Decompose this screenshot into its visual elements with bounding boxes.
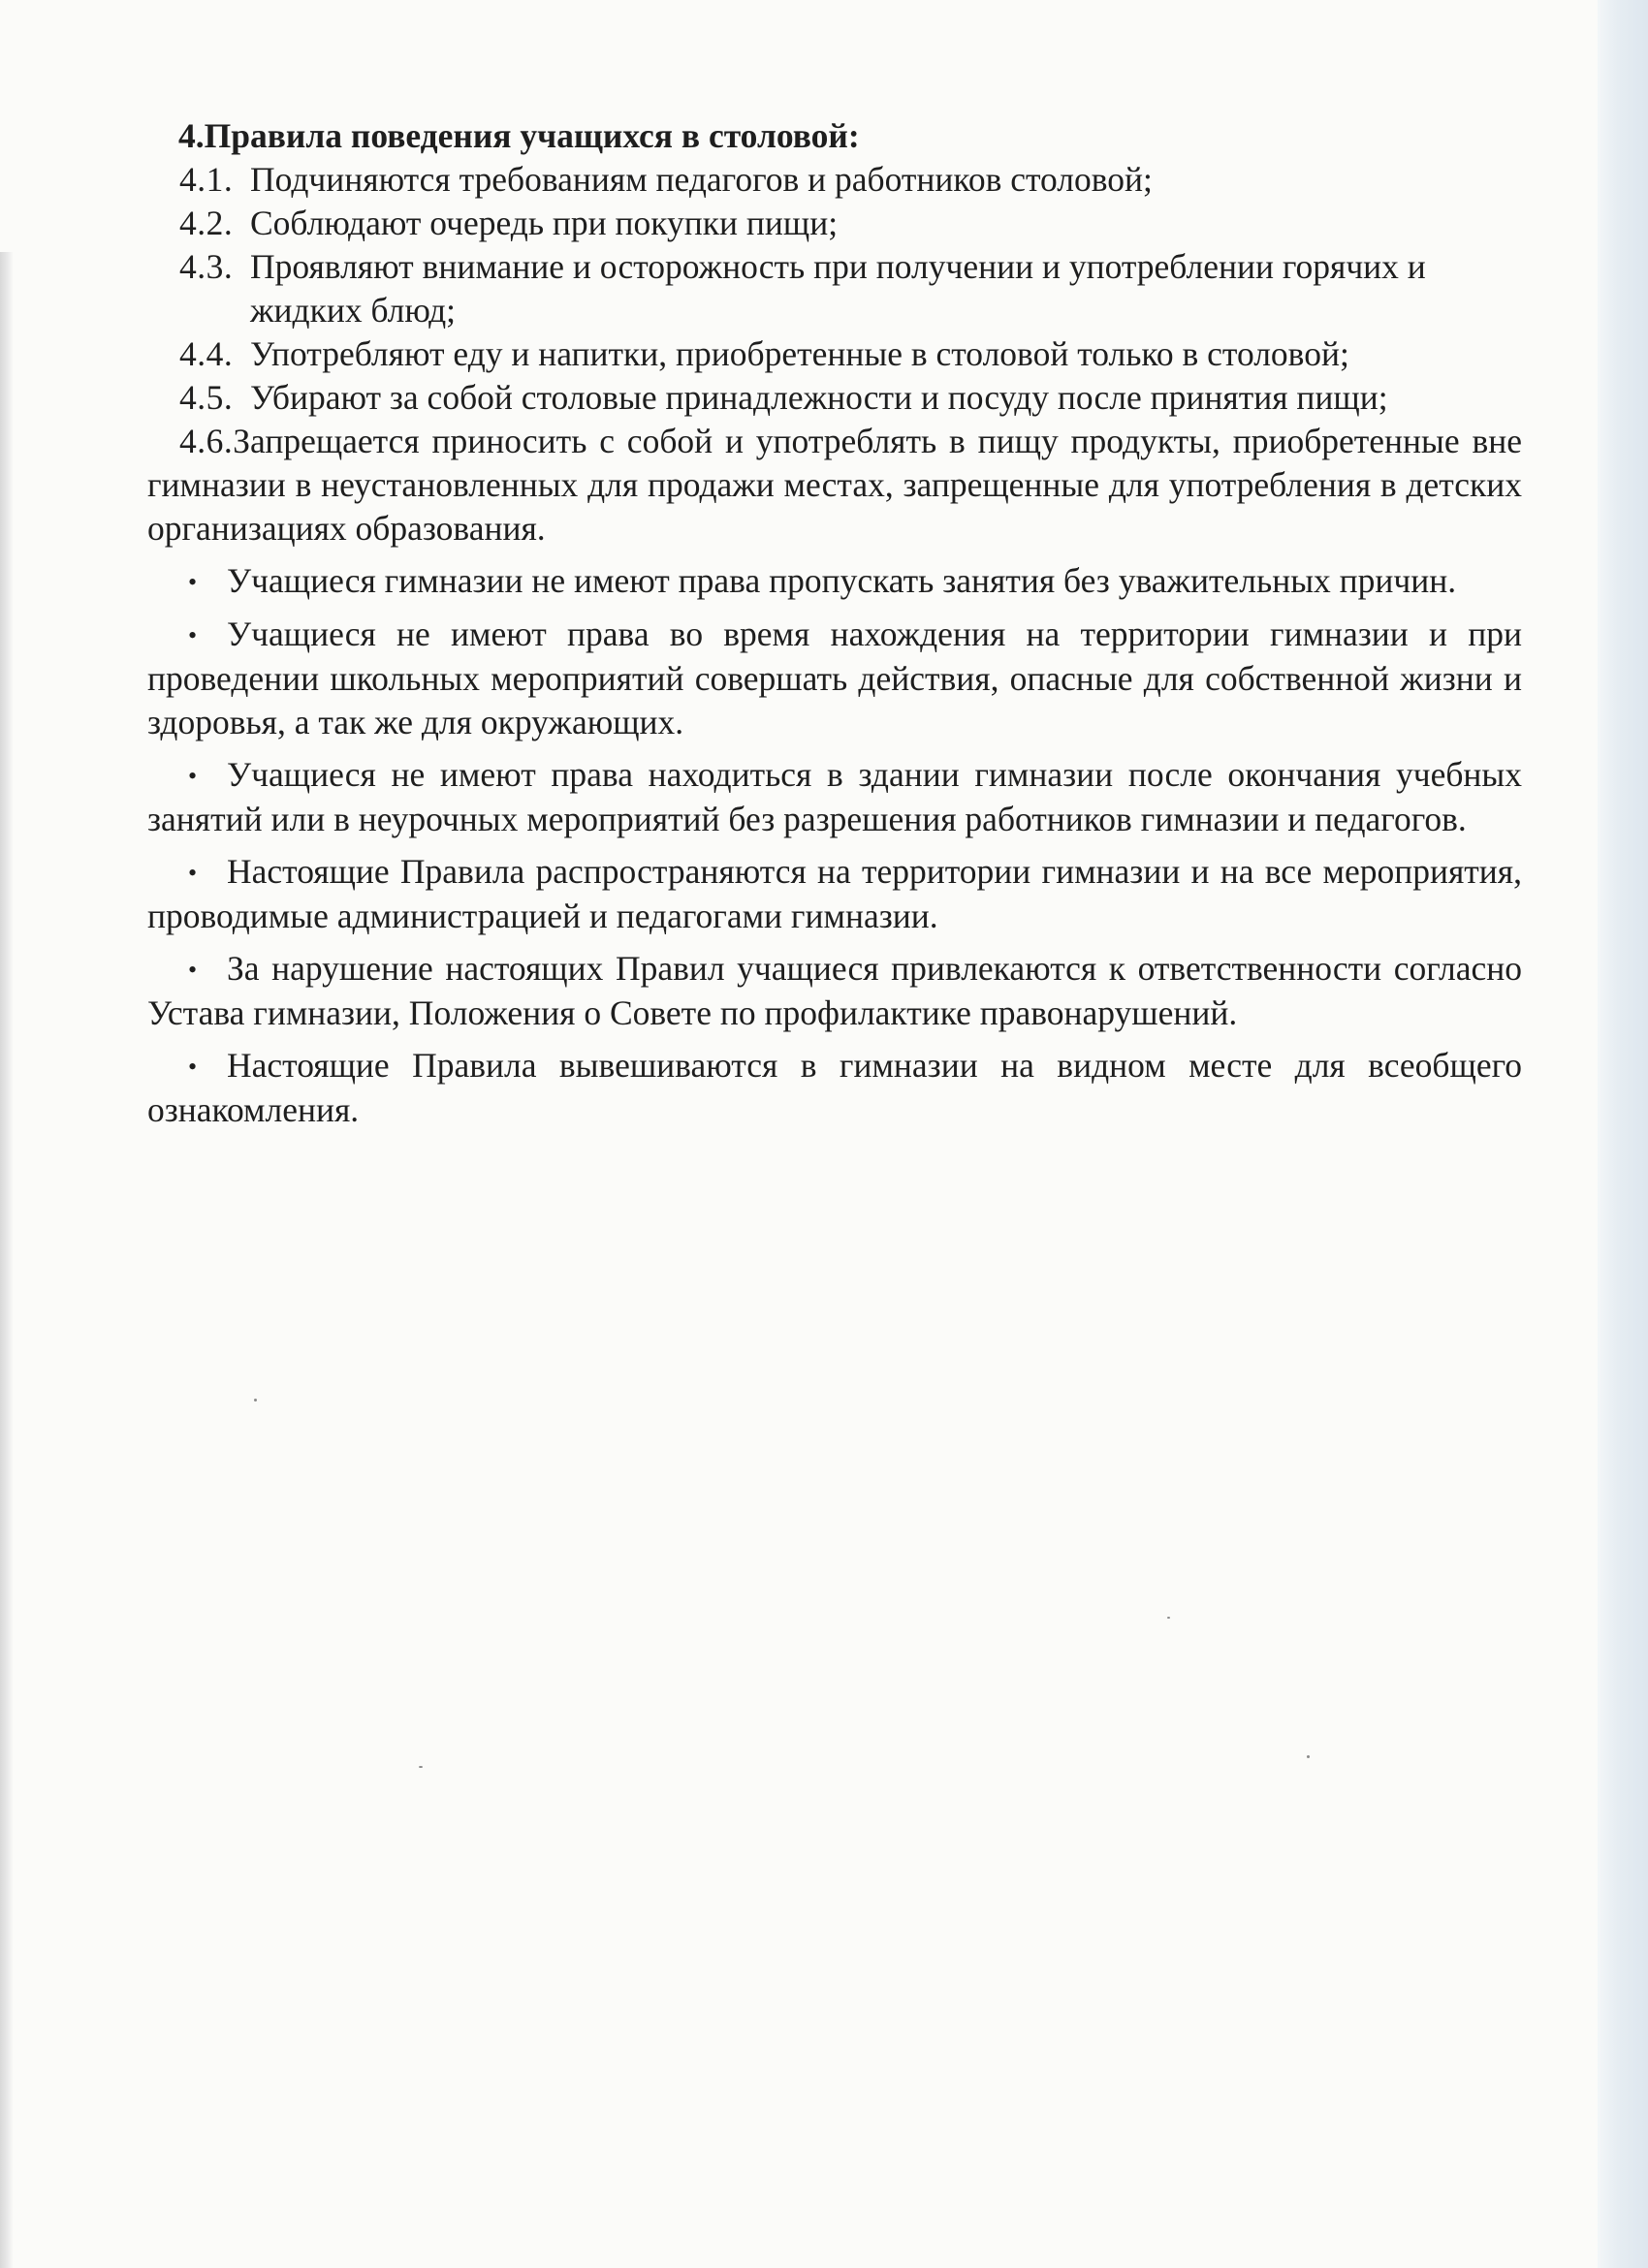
bullet-icon: •	[188, 762, 198, 790]
list-item-4-6	[147, 420, 1522, 551]
bullet-icon: •	[188, 859, 198, 887]
bullet-paragraph	[147, 559, 1522, 604]
item-number: 4.6.	[179, 422, 234, 460]
item-text: Употребляют еду и напитки, приобретенные в столовой только в столовой;	[250, 334, 1349, 373]
bullet-text: Настоящие Правила распространяются на территории гимназии и на все мероприятия, проводимые администрацией и педагогами гимназии.	[147, 852, 1522, 935]
bullet-icon: •	[188, 621, 198, 649]
item-number: 4.4.	[179, 334, 234, 373]
bullet-paragraph	[147, 613, 1522, 744]
scan-speck	[1167, 1617, 1170, 1619]
bullet-paragraph	[147, 753, 1522, 841]
bullet-paragraph	[147, 850, 1522, 938]
section-heading: 4.Правила поведения учащихся в столовой:	[178, 116, 860, 155]
scan-speck	[254, 1399, 257, 1402]
bullet-text: Настоящие Правила вывешиваются в гимназии на видном месте для всеобщего ознакомления.	[147, 1046, 1522, 1129]
item-text: Убирают за собой столовые принадлежности и посуду после принятия пищи;	[250, 378, 1388, 417]
scan-speck	[1307, 1755, 1310, 1758]
document-page	[147, 114, 1522, 1132]
list-item-4-4	[147, 332, 1522, 376]
item-text: Подчиняются требованиям педагогов и работников столовой;	[250, 160, 1153, 199]
bullet-text: Учащиеся не имеют права находиться в здании гимназии после окончания учебных занятий или в неурочных мероприятий без разрешения работников гимназии и педагогов.	[147, 755, 1522, 838]
item-number: 4.3.	[179, 247, 234, 286]
bullet-paragraph	[147, 1044, 1522, 1132]
list-item-4-5	[147, 376, 1522, 420]
item-number: 4.5.	[179, 378, 234, 417]
scan-speck	[419, 1766, 423, 1768]
item-text: Проявляют внимание и осторожность при получении и употреблении горячих и жидких блюд;	[250, 247, 1426, 330]
scan-edge-right	[1598, 0, 1648, 2268]
item-number: 4.1.	[179, 160, 234, 199]
item-number: 4.2.	[179, 204, 234, 242]
list-item-4-1	[147, 158, 1522, 202]
list-item-4-2	[147, 202, 1522, 245]
scan-edge-left	[0, 252, 14, 2268]
item-text: Соблюдают очередь при покупки пищи;	[250, 204, 839, 242]
bullet-paragraph	[147, 947, 1522, 1035]
bullet-icon: •	[188, 1053, 198, 1081]
item-text: Запрещается приносить с собой и употреблять в пищу продукты, приобретенные вне гимназии в неустановленных для продажи местах, запрещенные для употребления в детских организациях образования.	[147, 422, 1522, 548]
bullet-text: Учащиеся не имеют права во время нахождения на территории гимназии и при проведении школьных мероприятий совершать действия, опасные для собственной жизни и здоровья, а так же для окружающих.	[147, 614, 1522, 741]
list-item-4-3	[147, 245, 1522, 332]
bullet-icon: •	[188, 568, 198, 596]
bullet-icon: •	[188, 956, 198, 984]
bullet-text: Учащиеся гимназии не имеют права пропускать занятия без уважительных причин.	[227, 561, 1457, 600]
bullet-text: За нарушение настоящих Правил учащиеся привлекаются к ответственности согласно Устава гимназии, Положения о Совете по профилактике правонарушений.	[147, 949, 1522, 1032]
